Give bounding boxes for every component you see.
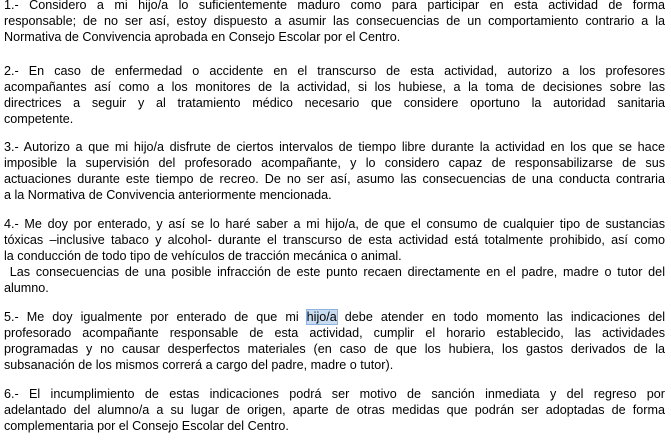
clause-4-line: tóxicas –inclusive tabaco y alcohol- durante el transcurso de esta actividad está totalmente prohibido, así como: [4, 233, 665, 247]
clause-1: [4, 0, 665, 45]
clause-6-line: 6.- El incumplimiento de estas indicaciones podrá ser motivo de sanción inmediata y del regreso por: [4, 387, 665, 401]
clause-1-line: responsable; de no ser así, estoy dispuesto a asumir las consecuencias de un comportamiento contrario a la: [4, 14, 665, 28]
clause-6-line: adelantado del alumno/a a su lugar de origen, aparte de otras medidas que podrán ser adoptadas de forma: [4, 403, 665, 417]
selected-text-highlight[interactable]: hijo/a: [306, 310, 337, 324]
clause-2-line: 2.- En caso de enfermedad o accidente en el transcurso de esta actividad, autorizo a los profesores: [4, 64, 665, 78]
clause-5-line: [4, 309, 665, 325]
clause-2-line: directrices a seguir y al tratamiento médico necesario que considere oportuno la autoridad sanitaria: [4, 96, 665, 110]
clause-2: [4, 63, 665, 127]
clause-2-line: competente.: [4, 112, 74, 126]
clause-3-line: imposible la supervisión del profesorado acompañante, y lo considero capaz de responsabilizarse de sus: [4, 156, 665, 170]
clause-5-line: profesorado acompañante responsable de esta actividad, cumplir el horario establecido, las actividades: [4, 326, 665, 340]
clause-6: [4, 386, 665, 434]
clause-4-line: 4.- Me doy por enterado, y así se lo haré saber a mi hijo/a, de que el consumo de cualquier tipo de sustancias: [4, 217, 665, 231]
clause-5: [4, 309, 665, 373]
clause-5-line: subsanación de los mismos correrá a cargo del padre, madre o tutor).: [4, 358, 394, 372]
clause-4: [4, 216, 665, 296]
clause-2-line: acompañantes así como a los monitores de la actividad, si los hubiese, a la toma de decisiones sobre las: [4, 80, 665, 94]
clause-1-line: Normativa de Convivencia aprobada en Consejo Escolar por el Centro.: [4, 30, 401, 44]
clause-3: [4, 139, 665, 203]
clause-4-line: alumno.: [4, 281, 49, 295]
clause-3-line: a la Normativa de Convivencia anteriormente mencionada.: [4, 188, 332, 202]
clause-1-line: 1.- Considero a mi hijo/a lo suficientemente maduro como para participar en esta actividad de forma: [4, 0, 665, 12]
clause-5-text-before: 5.- Me doy igualmente por enterado de que mi: [4, 310, 307, 324]
clause-3-line: 3.- Autorizo a que mi hijo/a disfrute de ciertos intervalos de tiempo libre durante la actividad en los que se hace: [4, 140, 665, 154]
clause-4-line: la conducción de todo tipo de vehículos de tracción mecánica o animal.: [4, 249, 402, 263]
clause-4-line: Las consecuencias de una posible infracción de este punto recaen directamente en el padre, madre o tutor del: [4, 265, 665, 279]
clause-5-line: programadas y no causar desperfectos materiales (en caso de que los hubiera, los gastos derivados de la: [4, 342, 665, 356]
clause-6-line: complementaria por el Consejo Escolar del Centro.: [4, 419, 289, 433]
clause-3-line: actuaciones durante este tiempo de recreo. De no ser así, asumo las consecuencias de una conducta contraria: [4, 172, 665, 186]
clause-5-text-after: debe atender en todo momento las indicaciones del: [336, 310, 665, 324]
